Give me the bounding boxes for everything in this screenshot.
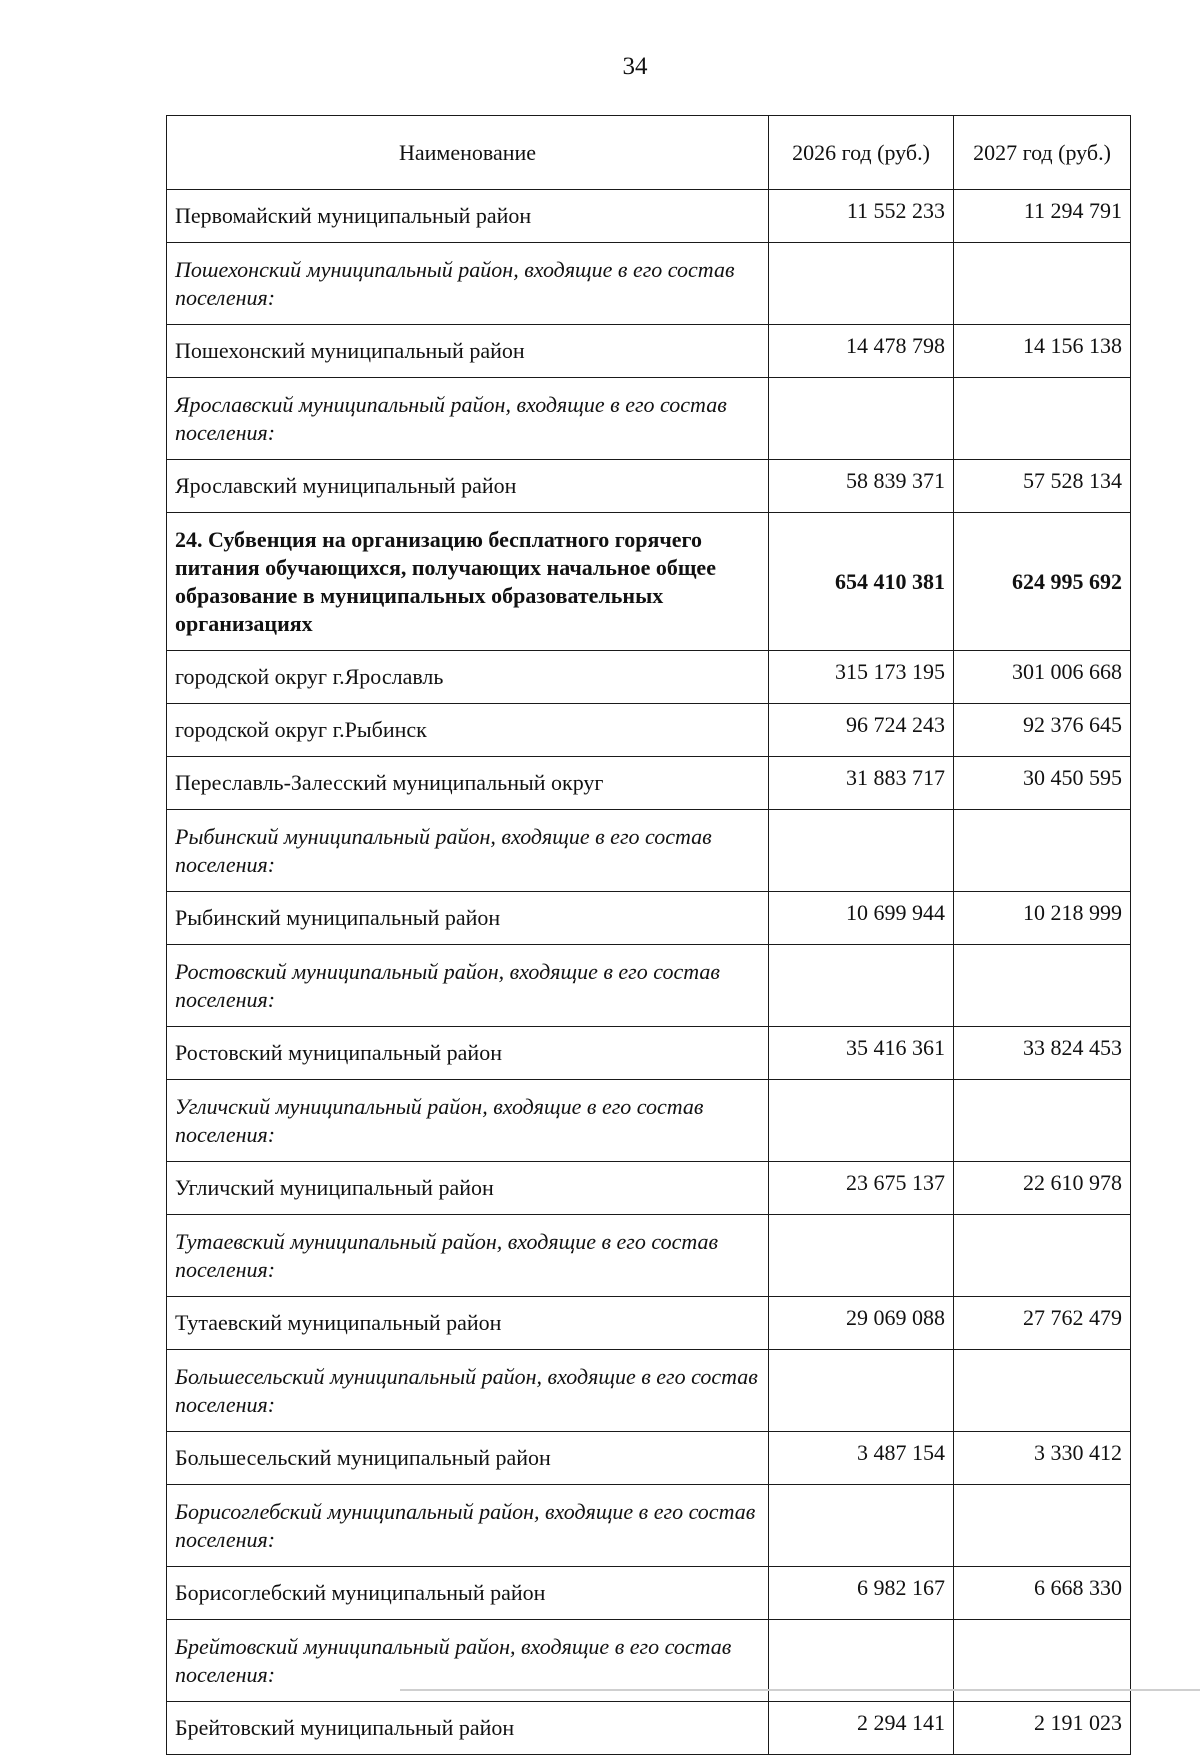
cell-name: Тутаевский муниципальный район xyxy=(167,1297,769,1350)
cell-value-2027: 92 376 645 xyxy=(954,704,1131,757)
cell-name: 24. Субвенция на организацию бесплатного горячего питания обучающихся, получающих начальное общее образование в муниципальных образовательных организациях xyxy=(167,513,769,651)
table-body xyxy=(167,190,1131,1755)
header-year-2026: 2026 год (руб.) xyxy=(769,116,954,190)
cell-value-2026 xyxy=(769,1215,954,1297)
table-row-group-heading xyxy=(167,945,1131,1027)
cell-name: Большесельский муниципальный район, входящие в его состав поселения: xyxy=(167,1350,769,1432)
footer-divider xyxy=(400,1689,1200,1691)
cell-name: Переславль-Залесский муниципальный округ xyxy=(167,757,769,810)
table-row xyxy=(167,757,1131,810)
table-row-group-heading xyxy=(167,1350,1131,1432)
cell-value-2026 xyxy=(769,378,954,460)
cell-value-2026: 35 416 361 xyxy=(769,1027,954,1080)
cell-value-2027 xyxy=(954,945,1131,1027)
cell-value-2026: 11 552 233 xyxy=(769,190,954,243)
cell-value-2026 xyxy=(769,810,954,892)
cell-value-2026 xyxy=(769,243,954,325)
cell-name: Ростовский муниципальный район, входящие в его состав поселения: xyxy=(167,945,769,1027)
cell-value-2027 xyxy=(954,1215,1131,1297)
table-row xyxy=(167,1027,1131,1080)
table-row xyxy=(167,190,1131,243)
table-row-group-heading xyxy=(167,243,1131,325)
cell-value-2027: 301 006 668 xyxy=(954,651,1131,704)
cell-name: Брейтовский муниципальный район xyxy=(167,1702,769,1755)
table-row-group-heading xyxy=(167,1080,1131,1162)
table-row xyxy=(167,1702,1131,1755)
table-row xyxy=(167,460,1131,513)
cell-name: Брейтовский муниципальный район, входящие в его состав поселения: xyxy=(167,1620,769,1702)
cell-name: Первомайский муниципальный район xyxy=(167,190,769,243)
header-name: Наименование xyxy=(167,116,769,190)
cell-name: Пошехонский муниципальный район xyxy=(167,325,769,378)
cell-name: городской округ г.Ярославль xyxy=(167,651,769,704)
cell-value-2027: 27 762 479 xyxy=(954,1297,1131,1350)
cell-name: Ярославский муниципальный район, входящие в его состав поселения: xyxy=(167,378,769,460)
cell-value-2027: 6 668 330 xyxy=(954,1567,1131,1620)
cell-value-2026: 315 173 195 xyxy=(769,651,954,704)
cell-value-2027 xyxy=(954,810,1131,892)
cell-name: Угличский муниципальный район xyxy=(167,1162,769,1215)
cell-value-2027: 10 218 999 xyxy=(954,892,1131,945)
table-row-group-heading xyxy=(167,1485,1131,1567)
table-row xyxy=(167,1567,1131,1620)
cell-value-2027: 57 528 134 xyxy=(954,460,1131,513)
cell-value-2027 xyxy=(954,1080,1131,1162)
header-year-2027: 2027 год (руб.) xyxy=(954,116,1131,190)
cell-value-2027 xyxy=(954,243,1131,325)
cell-name: городской округ г.Рыбинск xyxy=(167,704,769,757)
cell-value-2026 xyxy=(769,945,954,1027)
cell-value-2027: 2 191 023 xyxy=(954,1702,1131,1755)
cell-value-2027: 30 450 595 xyxy=(954,757,1131,810)
table-header xyxy=(167,116,1131,190)
cell-value-2027 xyxy=(954,378,1131,460)
cell-value-2026: 6 982 167 xyxy=(769,1567,954,1620)
cell-name: Рыбинский муниципальный район xyxy=(167,892,769,945)
cell-value-2026: 10 699 944 xyxy=(769,892,954,945)
cell-value-2026: 23 675 137 xyxy=(769,1162,954,1215)
cell-value-2026: 654 410 381 xyxy=(769,513,954,651)
budget-table xyxy=(166,115,1131,1755)
cell-value-2027: 624 995 692 xyxy=(954,513,1131,651)
cell-value-2027 xyxy=(954,1350,1131,1432)
cell-name: Борисоглебский муниципальный район, входящие в его состав поселения: xyxy=(167,1485,769,1567)
table-row xyxy=(167,1297,1131,1350)
table-row-group-heading xyxy=(167,810,1131,892)
table-row xyxy=(167,1162,1131,1215)
cell-value-2026: 2 294 141 xyxy=(769,1702,954,1755)
table-row xyxy=(167,1432,1131,1485)
cell-value-2026 xyxy=(769,1485,954,1567)
cell-value-2027: 33 824 453 xyxy=(954,1027,1131,1080)
header-row xyxy=(167,116,1131,190)
cell-value-2027: 3 330 412 xyxy=(954,1432,1131,1485)
table-row xyxy=(167,325,1131,378)
cell-value-2026: 3 487 154 xyxy=(769,1432,954,1485)
table-row-group-heading xyxy=(167,378,1131,460)
cell-value-2026 xyxy=(769,1080,954,1162)
cell-name: Тутаевский муниципальный район, входящие в его состав поселения: xyxy=(167,1215,769,1297)
cell-value-2027 xyxy=(954,1485,1131,1567)
cell-value-2026: 31 883 717 xyxy=(769,757,954,810)
cell-value-2026 xyxy=(769,1350,954,1432)
cell-value-2027: 14 156 138 xyxy=(954,325,1131,378)
table-row xyxy=(167,704,1131,757)
cell-value-2026: 29 069 088 xyxy=(769,1297,954,1350)
cell-value-2027: 11 294 791 xyxy=(954,190,1131,243)
cell-name: Борисоглебский муниципальный район xyxy=(167,1567,769,1620)
table-row xyxy=(167,651,1131,704)
cell-value-2027: 22 610 978 xyxy=(954,1162,1131,1215)
cell-name: Рыбинский муниципальный район, входящие в его состав поселения: xyxy=(167,810,769,892)
cell-value-2026: 58 839 371 xyxy=(769,460,954,513)
cell-value-2026: 96 724 243 xyxy=(769,704,954,757)
cell-name: Ростовский муниципальный район xyxy=(167,1027,769,1080)
table-row-section-total xyxy=(167,513,1131,651)
table-row-group-heading xyxy=(167,1215,1131,1297)
cell-name: Пошехонский муниципальный район, входящие в его состав поселения: xyxy=(167,243,769,325)
table-row xyxy=(167,892,1131,945)
cell-name: Угличский муниципальный район, входящие в его состав поселения: xyxy=(167,1080,769,1162)
cell-value-2026: 14 478 798 xyxy=(769,325,954,378)
cell-name: Ярославский муниципальный район xyxy=(167,460,769,513)
cell-name: Большесельский муниципальный район xyxy=(167,1432,769,1485)
page-number: 34 xyxy=(622,53,648,80)
